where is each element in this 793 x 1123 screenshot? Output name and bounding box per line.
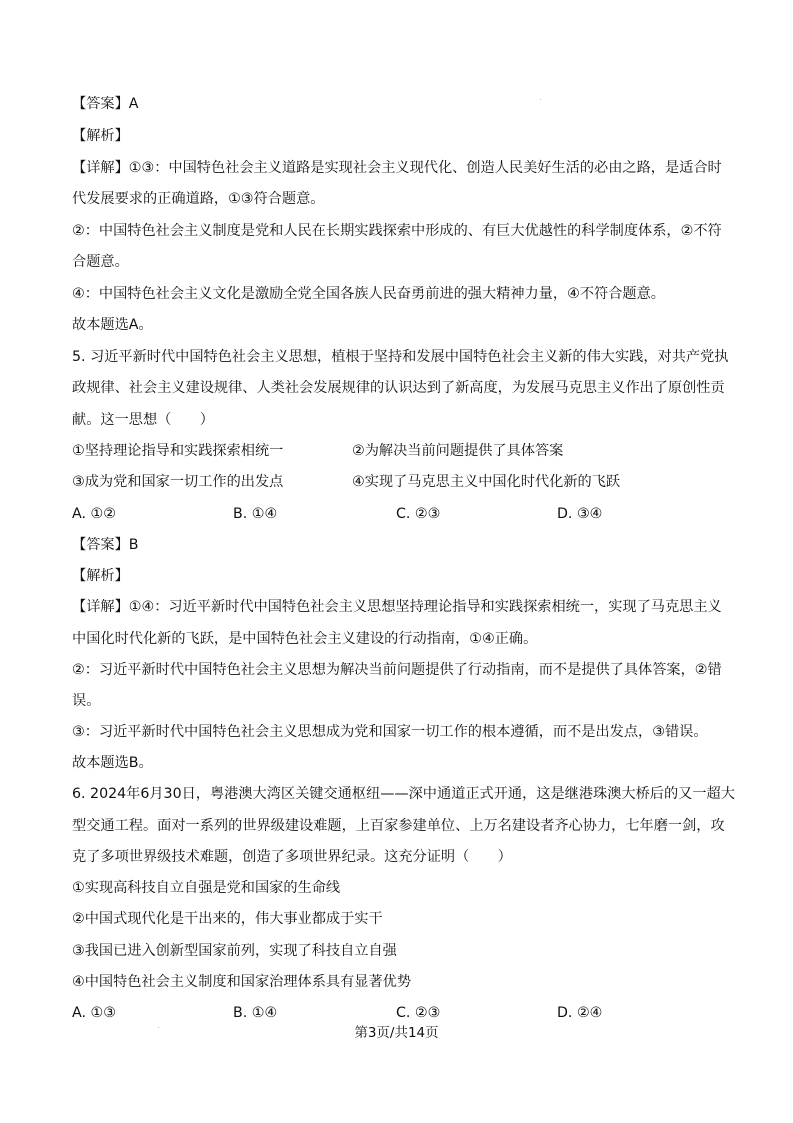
q4-detail-line: ②：中国特色社会主义制度是党和人民在长期实践探索中形成的、有巨大优越性的科学制度体系，②不符: [72, 223, 722, 239]
q5-option-c: C. ②③: [396, 506, 441, 522]
q5-detail-line: 中国化时代化新的飞跃，是中国特色社会主义建设的行动指南，①④正确。: [72, 631, 538, 647]
q4-detail-line: ④：中国特色社会主义文化是激励全党全国各族人民奋勇前进的强大精神力量，④不符合题意。: [72, 286, 665, 302]
q4-answer: 【答案】A: [72, 96, 139, 112]
q4-detail-line: 【详解】①③：中国特色社会主义道路是实现社会主义现代化、创造人民美好生活的必由之路，是适合时: [72, 160, 722, 176]
q5-answer: 【答案】B: [72, 537, 139, 553]
q5-analysis-label: 【解析】: [72, 568, 129, 584]
q5-stem-line: 献。这一思想（ ）: [72, 412, 214, 428]
q4-analysis-label: 【解析】: [72, 128, 129, 144]
q5-option-d: D. ③④: [557, 506, 603, 522]
q6-statement: ①实现高科技自立自强是党和国家的生命线: [72, 880, 341, 896]
q6-option-c: C. ②③: [396, 1005, 441, 1021]
q5-detail-line: 误。: [72, 693, 101, 709]
q5-detail-line: ③：习近平新时代中国特色社会主义思想成为党和国家一切工作的根本遵循，而不是出发点，③错误。: [72, 724, 708, 740]
scan-speck: [158, 1027, 159, 1028]
q5-stem-line: 5. 习近平新时代中国特色社会主义思想，植根于坚持和发展中国特色社会主义新的伟大实践，对共产党执: [72, 349, 729, 365]
q5-statement: ②为解决当前问题提供了具体答案: [352, 443, 564, 459]
q4-detail-line: 合题意。: [72, 254, 129, 270]
q5-option-a: A. ①②: [72, 506, 116, 522]
q5-detail-line: 【详解】①④：习近平新时代中国特色社会主义思想坚持理论指导和实践探索相统一，实现了马克思主义: [72, 599, 722, 615]
q5-detail-line: ②：习近平新时代中国特色社会主义思想为解决当前问题提供了行动指南，而不是提供了具体答案，②错: [72, 662, 722, 678]
q6-stem-line: 型交通工程。面对一系列的世界级建设难题，上百家参建单位、上万名建设者齐心协力，七年磨一剑，攻: [72, 818, 725, 834]
q6-statement: ④中国特色社会主义制度和国家治理体系具有显著优势: [72, 974, 412, 990]
scan-speck: [540, 99, 541, 100]
q6-stem-line: 6. 2024年6月30日，粤港澳大湾区关键交通枢纽——深中通道正式开通，这是继港珠澳大桥后的又一超大: [72, 786, 735, 802]
q5-statement: ①坚持理论指导和实践探索相统一: [72, 443, 284, 459]
q5-statement: ④实现了马克思主义中国化时代化新的飞跃: [352, 474, 621, 490]
q6-stem-line: 克了多项世界级技术难题，创造了多项世界纪录。这充分证明（ ）: [72, 849, 512, 865]
q6-statement: ③我国已进入创新型国家前列，实现了科技自立自强: [72, 943, 397, 959]
page-footer: 第3页/共14页: [354, 1025, 439, 1041]
q6-statement: ②中国式现代化是干出来的，伟大事业都成于实干: [72, 911, 383, 927]
q5-stem-line: 政规律、社会主义建设规律、人类社会发展规律的认识达到了新高度，为发展马克思主义作出了原创性贡: [72, 380, 725, 396]
q6-option-b: B. ①④: [233, 1005, 278, 1021]
q6-option-a: A. ①③: [72, 1005, 116, 1021]
q5-detail-line: 故本题选B。: [72, 755, 153, 771]
q4-detail-line: 故本题选A。: [72, 317, 153, 333]
q5-option-b: B. ①④: [233, 506, 278, 522]
q6-option-d: D. ②④: [557, 1005, 603, 1021]
q4-detail-line: 代发展要求的正确道路，①③符合题意。: [72, 191, 325, 207]
q5-statement: ③成为党和国家一切工作的出发点: [72, 474, 284, 490]
